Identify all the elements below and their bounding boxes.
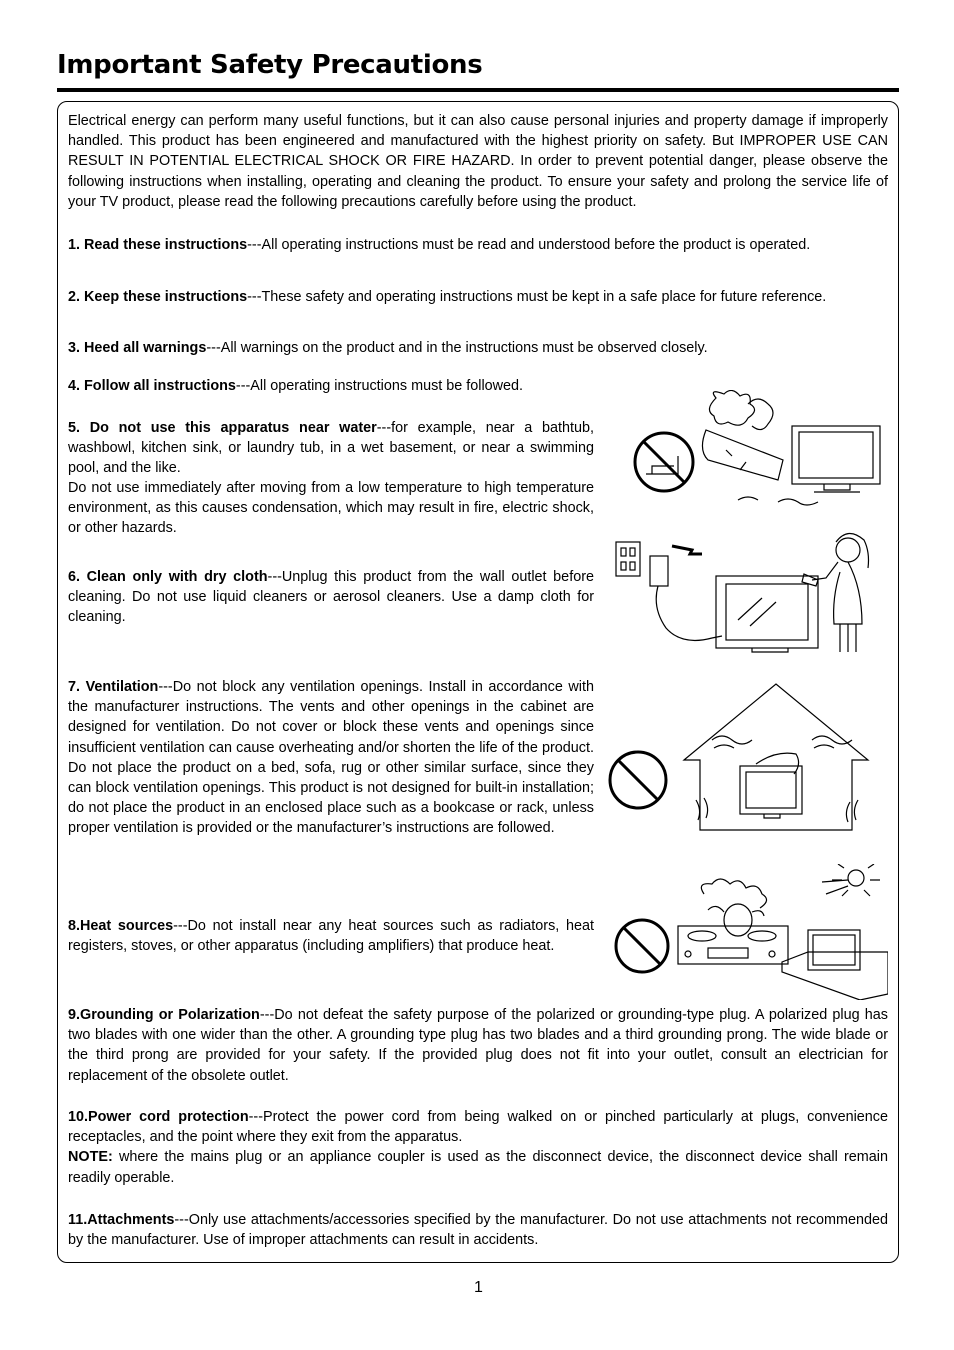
bathtub-icon <box>702 390 818 505</box>
item-clean <box>68 567 594 628</box>
item-grounding <box>68 1005 888 1086</box>
prohibition-icon <box>610 752 666 808</box>
tv-icon <box>740 753 802 818</box>
item-text: ---Do not install near any heat sources such as radiators, heat registers, stoves, or other apparatus (including amplifiers) that produce heat. <box>68 918 594 955</box>
item-read-instructions <box>68 235 888 255</box>
item-text: ---All operating instructions must be read and understood before the product is operated. <box>247 237 811 253</box>
item-heading: 11.Attachments <box>68 1212 175 1228</box>
item-heading: 9.Grounding or Polarization <box>68 1007 260 1023</box>
water-hazard-illustration <box>628 390 888 518</box>
tv-icon <box>716 576 818 652</box>
page-number: 1 <box>474 1279 483 1296</box>
item-attachments <box>68 1210 888 1250</box>
plug-icon <box>650 546 722 640</box>
person-cleaning-icon <box>802 533 869 652</box>
prohibition-icon <box>635 433 693 491</box>
prohibition-icon <box>616 920 668 972</box>
item-text: ---Protect the power cord from being walked on or pinched particularly at plugs, convenience receptacles, and the point where they exit from the apparatus. <box>68 1109 888 1146</box>
heat-sources-illustration <box>612 864 888 1000</box>
tv-icon <box>792 426 880 492</box>
item-text: ---for example, near a bathtub, washbowl, kitchen sink, or laundry tub, in a wet basement, or near a swimming pool, and the like. <box>68 420 594 477</box>
ventilation-illustration <box>606 680 888 840</box>
item-water <box>68 418 594 479</box>
intro-paragraph: Electrical energy can perform many useful functions, but it can also cause personal injuries and property damage if improperly handled. This product has been engineered and manufactured with the highest priority on safety. But IMPROPER USE CAN RESULT IN POTENTIAL ELECTRICAL SHOCK OR FIRE HAZARD. In order to prevent potential danger, please observe the following instructions when installing, operating and cleaning the product. To ensure your safety and prolong the service life of your TV product, please read the following precautions carefully before using the product. <box>68 113 888 210</box>
cleaning-illustration <box>612 528 888 658</box>
item-keep-instructions <box>68 287 888 307</box>
item-text: ---These safety and operating instructions must be kept in a safe place for future reference. <box>247 289 827 305</box>
stove-icon <box>678 926 788 964</box>
item-heading: 8.Heat sources <box>68 918 174 934</box>
wind-icon <box>696 736 858 822</box>
item-heading: 10.Power cord protection <box>68 1109 249 1125</box>
item-ventilation <box>68 677 594 839</box>
item-heading: 2. Keep these instructions <box>68 289 248 305</box>
item-heed-warnings <box>68 338 888 358</box>
note-text: where the mains plug or an appliance coupler is used as the disconnect device, the disconnect device shall remain readily operable. <box>68 1149 888 1186</box>
item-text: ---All operating instructions must be followed. <box>235 378 524 394</box>
page-title: Important Safety Precautions <box>57 50 483 80</box>
title-rule <box>57 88 899 92</box>
item-water-condensation: Do not use immediately after moving from a low temperature to high temperature environment, as this causes condensation, which may result in fire, electric shock, or other hazards. <box>68 480 594 537</box>
item-heading: 1. Read these instructions <box>68 237 248 253</box>
heat-burst-icon <box>822 864 880 896</box>
item-text: ---All warnings on the product and in the instructions must be observed closely. <box>206 340 708 356</box>
kettle-icon <box>701 879 766 936</box>
item-text: ---Do not block any ventilation openings. Install in accordance with the manufacturer instructions. The vents and other openings in the cabinet are designed for ventilation. Do not cover or block these vents and openings since insufficient ventilation can cause overheating and/or shorten the life of the product. Do not place the product on a bed, sofa, rug or other similar surface, since they can block ventilation openings. This product is not designed for built-in installation; do not place the product in an enclosed place such as a bookcase or rack, unless proper ventilation is provided or the manufacturer’s instructions are followed. <box>68 679 594 837</box>
item-power-cord <box>68 1107 888 1188</box>
item-text: ---Only use attachments/accessories specified by the manufacturer. Do not use attachments not recommended by the manufacturer. Use of improper attachments can result in accidents. <box>68 1212 888 1249</box>
item-text: ---Unplug this product from the wall outlet before cleaning. Do not use liquid cleaners or aerosol cleaners. Use a damp cloth for cleaning. <box>68 569 594 626</box>
item-heading: 5. Do not use this apparatus near water <box>68 420 377 436</box>
note-label: NOTE: <box>68 1149 113 1166</box>
wall-outlet-icon <box>616 542 640 576</box>
tv-icon <box>782 930 888 1000</box>
item-text: ---Do not defeat the safety purpose of the polarized or grounding-type plug. A polarized plug has two blades with one wider than the other. A grounding type plug has two blades and a third grounding prong. The wide blade or the third prong are provided for your safety. If the provided plug does not fit into your outlet, consult an electrician for replacement of the obsolete outlet. <box>68 1007 888 1084</box>
item-heat-sources <box>68 916 594 956</box>
item-heading: 6. Clean only with dry cloth <box>68 569 268 585</box>
item-heading: 3. Heed all warnings <box>68 340 207 356</box>
item-heading: 4. Follow all instructions <box>68 378 236 394</box>
item-heading: 7. Ventilation <box>68 679 159 695</box>
